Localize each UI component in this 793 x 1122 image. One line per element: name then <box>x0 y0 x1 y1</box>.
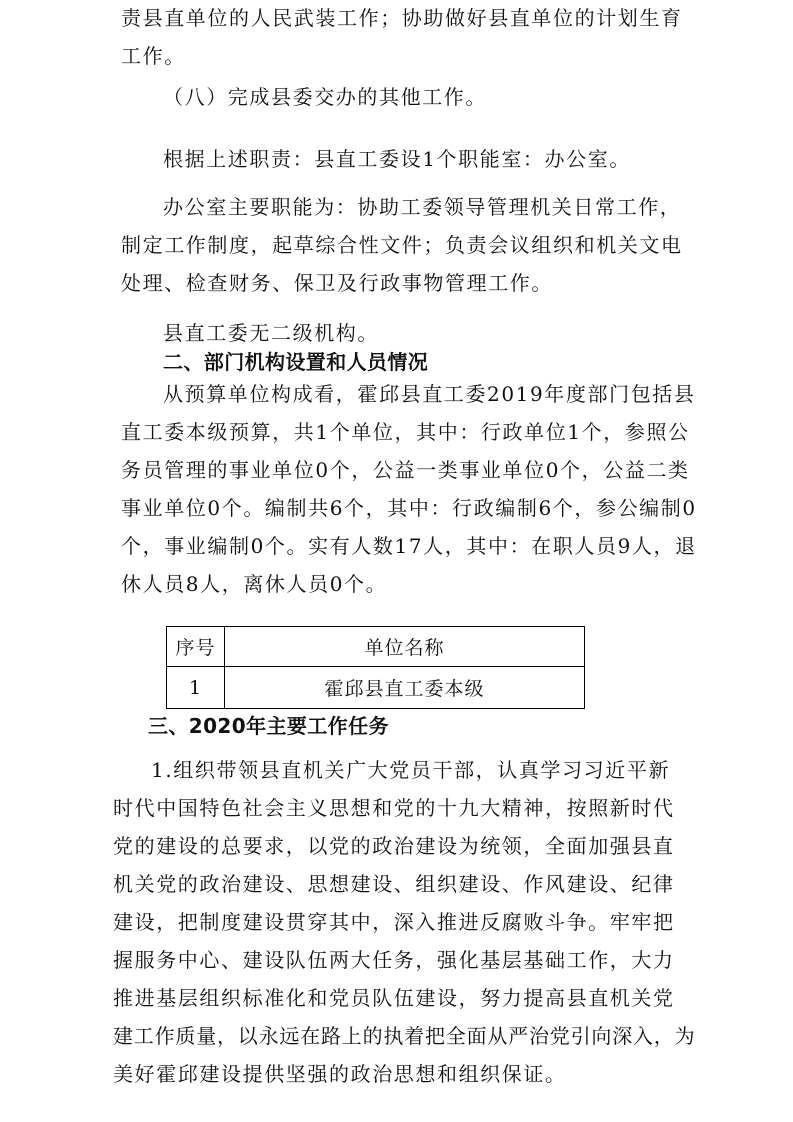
table-row <box>167 667 585 709</box>
unit-table-cell-no: 1 <box>167 667 225 709</box>
office-duties-line: 处理、检查财务、保卫及行政事物管理工作。 <box>121 271 553 295</box>
section-three-line: 时代中国特色社会主义思想和党的十九大精神，按照新时代 <box>113 796 675 820</box>
section-two-line: 从预算单位构成看，霍邱县直工委2019年度部门包括县 <box>163 382 696 406</box>
section-three-line: 1.组织带领县直机关广大党员干部，认真学习习近平新 <box>151 758 671 782</box>
section-two-line: 个，事业编制0个。实有人数17人，其中：在职人员9人，退 <box>121 534 697 558</box>
item-eight: （八）完成县委交办的其他工作。 <box>163 85 487 109</box>
office-duties-line: 办公室主要职能为：协助工委领导管理机关日常工作， <box>163 195 682 219</box>
section-three-line: 美好霍邱建设提供坚强的政治思想和组织保证。 <box>113 1062 567 1086</box>
unit-table-header-row <box>167 627 585 667</box>
section-three-line: 建设，把制度建设贯穿其中，深入推进反腐败斗争。牢牢把 <box>113 910 675 934</box>
section-three-line: 推进基层组织标准化和党员队伍建设，努力提高县直机关党 <box>113 986 675 1010</box>
section-two-heading: 二、部门机构设置和人员情况 <box>163 350 429 374</box>
function-office-statement: 根据上述职责：县直工委设1个职能室：办公室。 <box>163 147 631 171</box>
section-three-line: 党的建设的总要求，以党的政治建设为统领，全面加强县直 <box>113 834 675 858</box>
no-secondary-statement: 县直工委无二级机构。 <box>163 321 379 345</box>
section-three-heading: 三、2020年主要工作任务 <box>148 714 389 738</box>
section-two-line: 直工委本级预算，共1个单位，其中：行政单位1个，参照公 <box>121 420 690 444</box>
section-two-line: 休人员8人，离休人员0个。 <box>121 572 388 596</box>
section-three-line: 机关党的政治建设、思想建设、组织建设、作风建设、纪律 <box>113 872 675 896</box>
section-three-line: 握服务中心、建设队伍两大任务，强化基层基础工作，大力 <box>113 948 675 972</box>
unit-table <box>166 626 585 709</box>
office-duties-line: 制定工作制度，起草综合性文件；负责会议组织和机关文电 <box>121 233 683 257</box>
unit-table-header-no: 序号 <box>167 627 225 667</box>
unit-table-header-name: 单位名称 <box>225 627 585 667</box>
section-two-line: 务员管理的事业单位0个，公益一类事业单位0个，公益二类 <box>121 458 690 482</box>
section-two-line: 事业单位0个。编制共6个，其中：行政编制6个，参公编制0 <box>121 496 697 520</box>
section-three-line: 建工作质量，以永远在路上的执着把全面从严治党引向深入，为 <box>113 1024 696 1048</box>
continuation-line: 责县直单位的人民武装工作；协助做好县直单位的计划生育 <box>121 6 683 30</box>
continuation-line: 工作。 <box>121 44 186 68</box>
unit-table-cell-name: 霍邱县直工委本级 <box>225 667 585 709</box>
